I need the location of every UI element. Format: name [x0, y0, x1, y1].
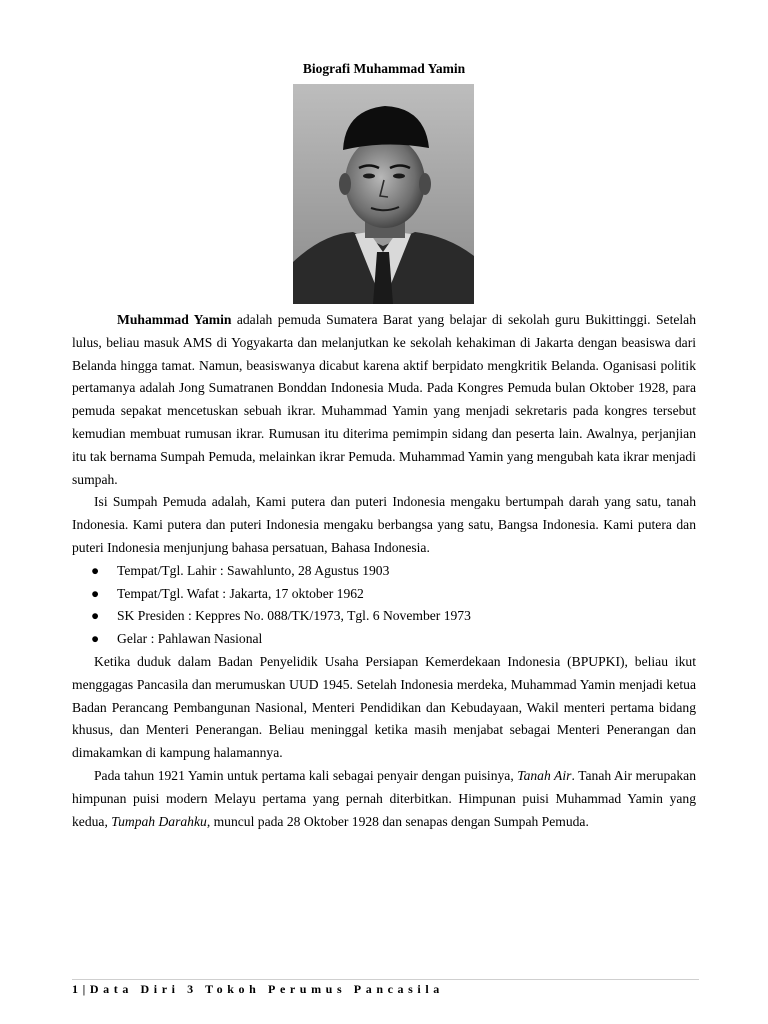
list-item-text: Gelar : Pahlawan Nasional: [117, 631, 263, 647]
list-item-text: Tempat/Tgl. Wafat : Jakarta, 17 oktober 1962: [117, 585, 364, 601]
list-item: [72, 583, 696, 606]
document-body: [72, 309, 696, 833]
paragraph-sumpah-pemuda: Isi Sumpah Pemuda adalah, Kami putera dan puteri Indonesia mengaku bertumpah darah yang satu, tanah Indonesia. Kami putera dan puteri Indonesia mengaku berbangsa yang satu, Bangsa Indonesia. Kami putera dan puteri Indonesia menjunjung bahasa persatuan, Bahasa Indonesia.: [72, 494, 696, 555]
paragraph-intro: [72, 309, 696, 491]
list-item: [72, 628, 696, 651]
bullet-icon: ●: [91, 608, 100, 624]
list-item-text: SK Presiden : Keppres No. 088/TK/1973, Tgl. 6 November 1973: [117, 608, 471, 624]
page-number: 1: [72, 982, 83, 996]
footer-divider: [72, 979, 699, 980]
bullet-icon: ●: [91, 585, 100, 601]
list-item: [72, 560, 696, 583]
footer-separator: |: [82, 982, 90, 996]
document-title: Biografi Muhammad Yamin: [302, 61, 466, 76]
paragraph-intro-text: adalah pemuda Sumatera Barat yang belajar di sekolah guru Bukittinggi. Setelah lulus, beliau masuk AMS di Yogyakarta dan melanjutkan ke sekolah kehakiman di Jakarta dengan beasiswa dari Belanda hingga tamat. Namun, beasiswanya dicabut karena aktif berpidato mengkritik Belanda. Oganisasi politik pertamanya adalah Jong Sumatranen Bonddan Indonesia Muda. Pada Kongres Pemuda bulan Oktober 1928, para pemuda sepakat mencetuskan sebuah ikrar. Muhammad Yamin yang menjadi sekretaris pada kongres tersebut kemudian membuat rumusan ikrar. Rumusan itu diterima pemimpin sidang dan peserta lain. Awalnya, perjanjian itu tak bernama Sumpah Pemuda, melainkan ikrar Pemuda. Muhammad Yamin yang mengubah kata ikrar menjadi sumpah.: [72, 312, 697, 487]
paragraph-poetry-text-2: . Tanah Air merupakan himpunan puisi modern Melayu pertama yang pernah diterbitkan. Himpunan puisi Muhammad Yamin yang kedua,: [72, 767, 696, 829]
portrait-photo: [293, 84, 474, 304]
poem-title-tanah-air: Tanah Air: [517, 767, 572, 783]
subject-name: Muhammad Yamin: [117, 312, 232, 327]
paragraph-poetry-text-3: , muncul pada 28 Oktober 1928 dan senapas dengan Sumpah Pemuda.: [206, 813, 589, 829]
bullet-icon: ●: [91, 562, 100, 578]
list-item: [72, 605, 696, 628]
biodata-list: [72, 560, 696, 651]
page-footer: [72, 982, 444, 997]
list-item-text: Tempat/Tgl. Lahir : Sawahlunto, 28 Agustus 1903: [117, 562, 390, 578]
portrait-photo-icon: [293, 84, 474, 304]
paragraph-career: Ketika duduk dalam Badan Penyelidik Usaha Persiapan Kemerdekaan Indonesia (BPUPKI), beliau ikut menggagas Pancasila dan merumuskan UUD 1945. Setelah Indonesia merdeka, Muhammad Yamin menjadi ketua Badan Perancang Pembangunan Nasional, Menteri Pendidikan dan Kebudayaan, Wakil menteri pertama bidang khusus, dan Menteri Penerangan. Beliau meninggal ketika masih menjabat sebagai Menteri Penerangan dan dimakamkan di kampung halamannya.: [72, 653, 696, 761]
footer-title: Data Diri 3 Tokoh Perumus Pancasila: [89, 982, 444, 996]
paragraph-poetry: [72, 765, 696, 833]
bullet-icon: ●: [91, 631, 100, 647]
paragraph-poetry-text-1: Pada tahun 1921 Yamin untuk pertama kali sebagai penyair dengan puisinya,: [94, 767, 518, 783]
poem-title-tumpah-darahku: Tumpah Darahku: [111, 813, 207, 829]
